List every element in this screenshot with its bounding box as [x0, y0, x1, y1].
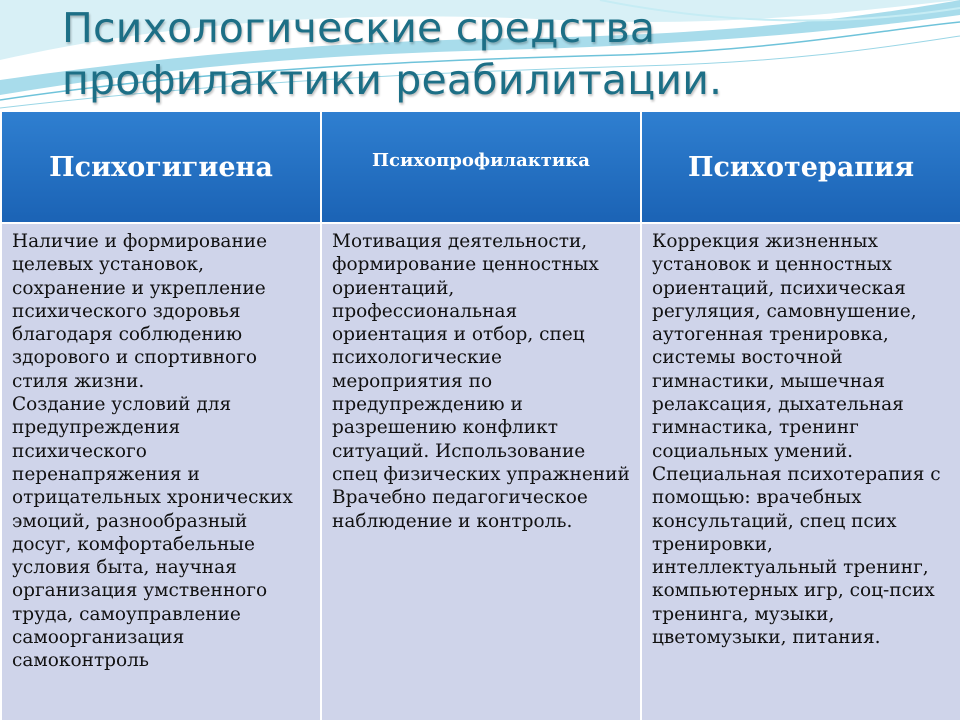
content-row: [1, 223, 960, 720]
means-table: [0, 110, 960, 720]
cell-paragraph: Коррекция жизненных установок и ценностных ориентаций, психическая регуляция, самовнушение, аутогенная тренировка, системы восточной гимнастики, мышечная релаксация, дыхательная гимнастика, тренинг социальных умений.: [652, 231, 917, 462]
cell-psychohygiene: [1, 223, 321, 720]
cell-paragraph: Мотивация деятельности, формирование ценностных ориентаций, профессиональная ориентация и отбор, спец психологические мероприятия по предупреждению и разрешению конфликт ситуаций. Использование спец физических упражнений: [332, 231, 630, 485]
cell-psychoprophylaxis: [321, 223, 641, 720]
cell-paragraph: Создание условий для предупреждения психического перенапряжения и отрицательных хронических эмоций, разнообразный досуг, комфортабельные условия быта, научная организация умственного труда, самоуправление самоорганизация самоконтроль: [12, 394, 293, 672]
header-psychotherapy: Психотерапия: [641, 111, 960, 223]
header-row: [1, 111, 960, 223]
cell-psychotherapy: [641, 223, 960, 720]
header-psychoprophylaxis: Психопрофилактика: [321, 111, 641, 223]
header-psychohygiene: Психогигиена: [1, 111, 321, 223]
cell-paragraph: Наличие и формирование целевых установок, сохранение и укрепление психического здоровья благодаря соблюдению здорового и спортивного стиля жизни.: [12, 231, 268, 392]
slide-title: [62, 2, 942, 106]
title-line-1: Психологические средства: [62, 4, 656, 52]
cell-paragraph: Врачебно педагогическое наблюдение и контроль.: [332, 487, 588, 532]
title-line-2: профилактики реабилитации.: [62, 56, 723, 104]
cell-paragraph: Специальная психотерапия с помощью: врачебных консультаций, спец псих тренировки, интеллектуальный тренинг, компьютерных игр, соц-псих тренинга, музыки, цветомузыки, питания.: [652, 463, 941, 649]
